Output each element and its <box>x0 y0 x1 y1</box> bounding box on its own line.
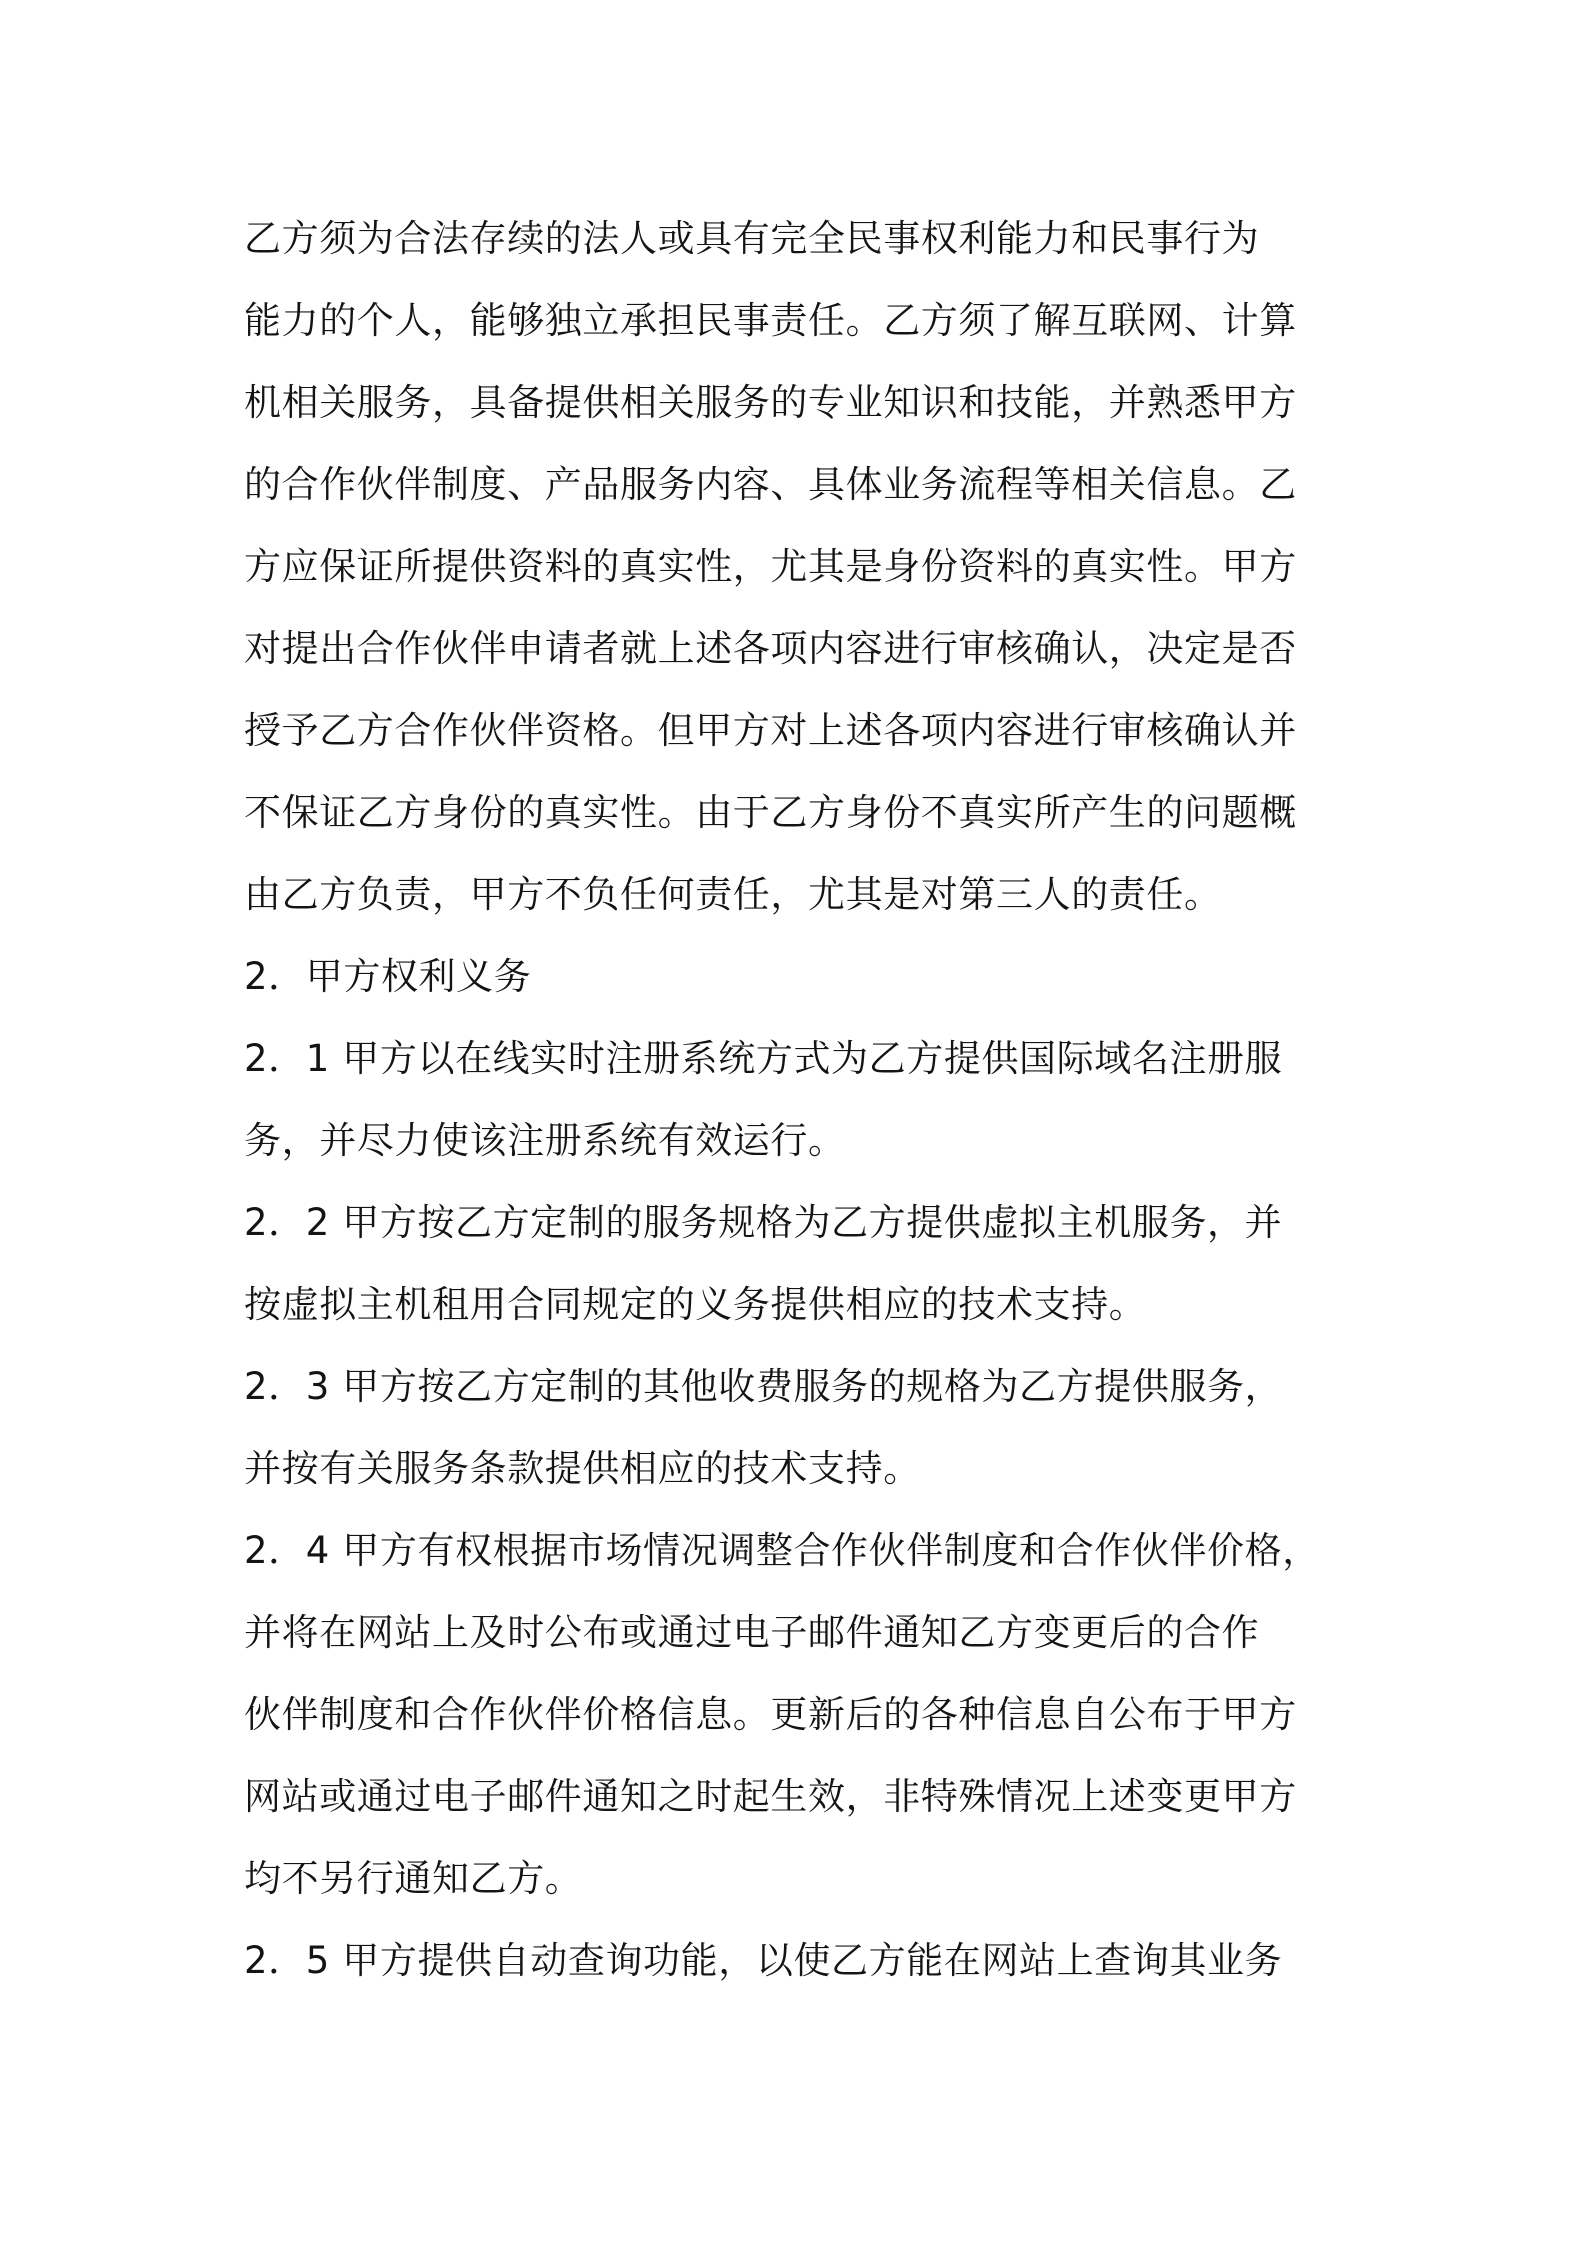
text-line: 由乙方负责，甲方不负任何责任，尤其是对第三人的责任。 <box>244 873 1222 916</box>
clause-2-3-line: 2．3 甲方按乙方定制的其他收费服务的规格为乙方提供服务， <box>244 1365 1283 1408</box>
text-line: 务，并尽力使该注册系统有效运行。 <box>244 1119 846 1162</box>
text-line: 并将在网站上及时公布或通过电子邮件通知乙方变更后的合作 <box>244 1611 1260 1654</box>
text-line: 能力的个人，能够独立承担民事责任。乙方须了解互联网、计算 <box>244 299 1297 342</box>
text-line: 机相关服务，具备提供相关服务的专业知识和技能，并熟悉甲方 <box>244 381 1297 424</box>
text-line: 授予乙方合作伙伴资格。但甲方对上述各项内容进行审核确认并 <box>244 709 1297 752</box>
clause-2-1-line: 2．1 甲方以在线实时注册系统方式为乙方提供国际域名注册服 <box>244 1037 1283 1080</box>
text-line: 对提出合作伙伴申请者就上述各项内容进行审核确认，决定是否 <box>244 627 1297 670</box>
clause-2-4-line: 2．4 甲方有权根据市场情况调整合作伙伴制度和合作伙伴价格， <box>244 1529 1320 1572</box>
clause-2-2-line: 2．2 甲方按乙方定制的服务规格为乙方提供虚拟主机服务，并 <box>244 1201 1283 1244</box>
text-line: 的合作伙伴制度、产品服务内容、具体业务流程等相关信息。乙 <box>244 463 1297 506</box>
text-line: 均不另行通知乙方。 <box>244 1857 583 1900</box>
text-line: 网站或通过电子邮件通知之时起生效，非特殊情况上述变更甲方 <box>244 1775 1297 1818</box>
text-line: 按虚拟主机租用合同规定的义务提供相应的技术支持。 <box>244 1283 1147 1326</box>
text-line: 伙伴制度和合作伙伴价格信息。更新后的各种信息自公布于甲方 <box>244 1693 1297 1736</box>
text-line: 乙方须为合法存续的法人或具有完全民事权利能力和民事行为 <box>244 217 1260 260</box>
document-body <box>244 198 1364 2002</box>
text-line: 方应保证所提供资料的真实性，尤其是身份资料的真实性。甲方 <box>244 545 1297 588</box>
text-line: 并按有关服务条款提供相应的技术支持。 <box>244 1447 921 1490</box>
text-line: 不保证乙方身份的真实性。由于乙方身份不真实所产生的问题概 <box>244 791 1297 834</box>
clause-2-5-line: 2．5 甲方提供自动查询功能，以使乙方能在网站上查询其业务 <box>244 1939 1283 1982</box>
section-heading: 2．甲方权利义务 <box>244 955 532 998</box>
